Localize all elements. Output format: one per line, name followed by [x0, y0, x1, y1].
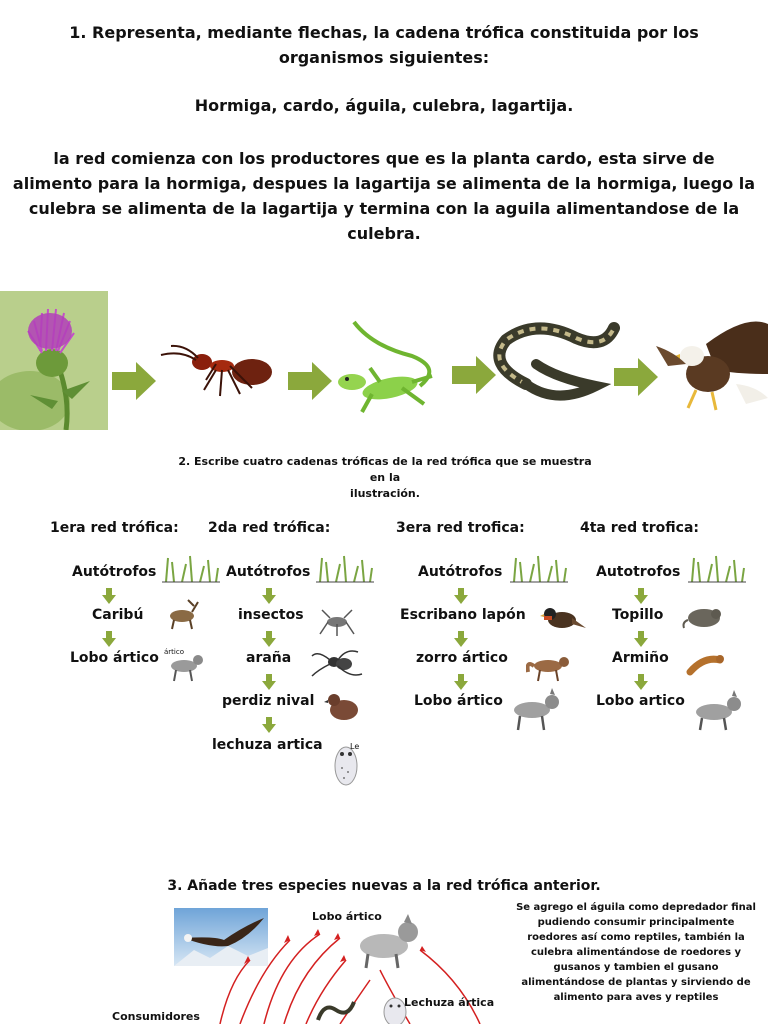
down-arrow-icon — [454, 674, 468, 690]
partridge-icon — [324, 690, 364, 726]
chain-2-node-autotrofos: Autótrofos — [226, 564, 311, 580]
question-2-line-1: 2. Escribe cuatro cadenas tróficas de la red trófica que se muestra — [178, 455, 592, 468]
down-arrow-icon — [262, 631, 276, 647]
insect-icon — [318, 606, 356, 638]
eagle-image — [656, 314, 768, 414]
down-arrow-icon — [634, 631, 648, 647]
vole-icon — [682, 604, 728, 630]
down-arrow-icon — [634, 674, 648, 690]
label-lechuza-artica: Lechuza ártica — [404, 996, 495, 1009]
thistle-image — [0, 291, 108, 430]
chain-3-title: 3era red trofica: — [396, 520, 525, 536]
chain-2-title: 2da red trófica: — [208, 520, 331, 536]
chain-2-node-arana: araña — [246, 650, 292, 666]
organism-list: Hormiga, cardo, águila, culebra, lagartija. — [194, 96, 574, 115]
answer-paragraph — [0, 146, 768, 246]
fox-icon — [526, 650, 576, 682]
right-arrow-icon — [288, 362, 332, 400]
down-arrow-icon — [102, 588, 116, 604]
down-arrow-icon — [454, 588, 468, 604]
chain-3-node-zorro-artico: zorro ártico — [416, 650, 508, 666]
note-line-7: alimento para aves y reptiles — [553, 992, 719, 1003]
chain-1-node-caribu: Caribú — [92, 607, 144, 623]
right-arrow-icon — [112, 362, 156, 400]
chain-3-node-escribano-lapon: Escribano lapón — [400, 607, 526, 623]
note-line-2: pudiendo consumir principalmente — [537, 917, 735, 928]
down-arrow-icon — [262, 717, 276, 733]
question-1-line-1: 1. Representa, mediante flechas, la cadena trófica constituida por los — [69, 23, 699, 42]
down-arrow-icon — [102, 631, 116, 647]
stoat-icon — [686, 650, 726, 678]
chain-4-node-armino: Armiño — [612, 650, 669, 666]
question-3-title: 3. Añade tres especies nuevas a la red trófica anterior. — [167, 878, 601, 894]
plants-icon — [316, 552, 374, 584]
plants-icon — [162, 552, 220, 584]
chain-4-node-autotrofos: Autotrofos — [596, 564, 681, 580]
chain-1-node-autotrofos: Autótrofos — [72, 564, 157, 580]
note-line-4: culebra alimentándose de roedores y — [530, 947, 742, 958]
plants-icon — [688, 552, 746, 584]
bunting-bird-icon — [540, 602, 588, 636]
snake-icon — [314, 998, 358, 1024]
question-2-title — [170, 454, 600, 502]
label-lobo-artico: Lobo ártico — [312, 910, 382, 923]
lizard-image — [332, 316, 452, 424]
snake-image — [486, 314, 620, 412]
answer-line-2: alimento para la hormiga, despues la lagartija se alimenta de la hormiga, luego la — [12, 174, 756, 193]
note-line-1: Se agrego el águila como depredador final — [516, 902, 756, 913]
question-1-line-2: organismos siguientes: — [278, 48, 490, 67]
question-2-line-3: ilustración. — [350, 487, 420, 500]
down-arrow-icon — [262, 674, 276, 690]
answer-line-1: la red comienza con los productores que es la planta cardo, esta sirve de — [53, 149, 715, 168]
right-arrow-icon — [614, 358, 658, 396]
plants-icon — [510, 552, 568, 584]
chain-1-title: 1era red trófica: — [50, 520, 179, 536]
chain-2-tiny-label: Le — [350, 742, 360, 751]
wolf-icon — [508, 688, 564, 732]
chain-2-node-insectos: insectos — [238, 607, 304, 623]
question-1-title — [0, 20, 768, 70]
chain-3-node-lobo-artico: Lobo ártico — [414, 693, 503, 709]
wolf-icon — [690, 690, 744, 732]
chain-2-node-lechuza-artica: lechuza artica — [212, 737, 323, 753]
chain-4-node-lobo-artico: Lobo artico — [596, 693, 685, 709]
question-2-line-2: en la — [369, 471, 401, 484]
question-3-answer-note — [514, 900, 758, 1005]
caribou-icon — [164, 598, 200, 630]
answer-line-4: culebra. — [347, 224, 421, 243]
down-arrow-icon — [454, 631, 468, 647]
answer-line-3: culebra se alimenta de la lagartija y termina con la aguila alimentandose de la — [28, 199, 740, 218]
chain-3-node-autotrofos: Autótrofos — [418, 564, 503, 580]
chain-4-node-topillo: Topillo — [612, 607, 664, 623]
wolf-icon — [164, 650, 204, 682]
ant-image — [156, 340, 282, 400]
chain-2-node-perdiz-nival: perdiz nival — [222, 693, 315, 709]
note-line-3: roedores así como reptiles, también la — [527, 932, 745, 943]
chain-1-node-lobo-artico: Lobo ártico — [70, 650, 159, 666]
down-arrow-icon — [262, 588, 276, 604]
down-arrow-icon — [634, 588, 648, 604]
note-line-5: gusanos y tambien el gusano — [553, 962, 719, 973]
spider-icon — [310, 648, 364, 678]
chain-4-title: 4ta red trofica: — [580, 520, 699, 536]
chain-1-tiny-label: ártico — [164, 648, 184, 656]
label-consumidores: Consumidores — [112, 1010, 200, 1023]
note-line-6: alimentándose de plantas y sirviendo de — [521, 977, 751, 988]
